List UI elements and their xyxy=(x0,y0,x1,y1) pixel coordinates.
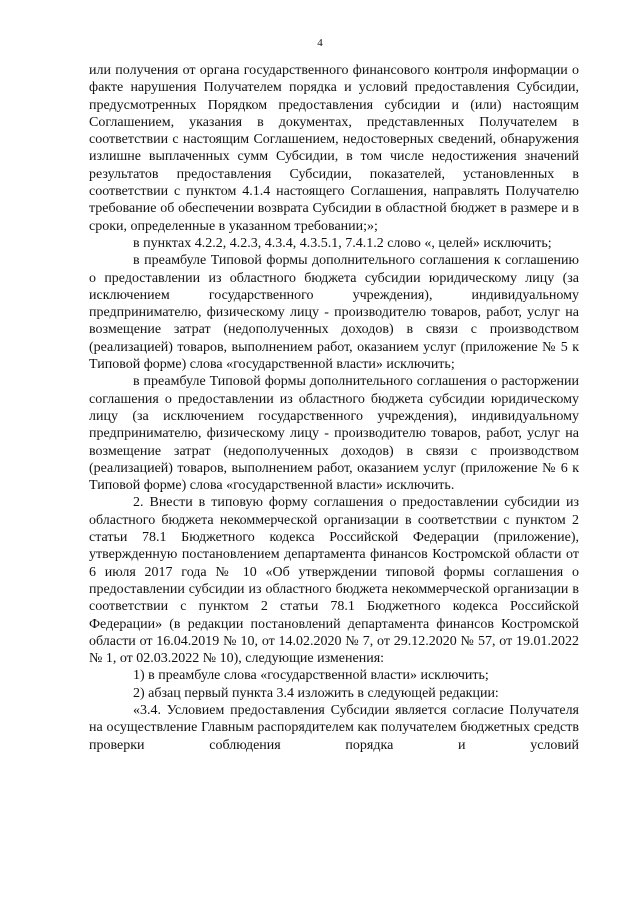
paragraph-preamble-annex-5: в преамбуле Типовой формы дополнительного соглашения к соглашению о предоставлении из областного бюджета субсидии юридическому лицу (за исключением государственного учреждения), индивидуальному предпринимателю, физическому лицу - производителю товаров, работ, услуг на возмещение затрат (недополученных доходов) в связи с производством (реализацией) товаров, выполнением работ, оказанием услуг (приложение № 5 к Типовой форме) слова «государственной власти» исключить; xyxy=(89,253,579,373)
page-number: 4 xyxy=(317,37,323,49)
paragraph-points-exclusion: в пунктах 4.2.2, 4.2.3, 4.3.4, 4.3.5.1, 7.4.1.2 слово «, целей» исключить; xyxy=(133,235,552,251)
paragraph-continuation: или получения от органа государственного финансового контроля информации о факте нарушения Получателем порядка и условий предоставления Субсидии, предусмотренных Порядком предоставления субсидии и (или) настоящим Соглашением, указания в документах, представленных Получателем в соответствии с настоящим Соглашением, недостоверных сведений, обнаружения излишне выплаченных сумм Субсидии, в том числе недостижения значений результатов предоставления Субсидии, показателей, установленных в соответствии с пунктом 4.1.4 настоящего Соглашения, направлять Получателю требование об обеспечении возврата Субсидии в областной бюджет в размере и в сроки, определенные в указанном требовании;»; xyxy=(89,63,579,234)
paragraph-item-2: 2. Внести в типовую форму соглашения о предоставлении субсидии из областного бюджета некоммерческой организации в соответствии с пунктом 2 статьи 78.1 Бюджетного кодекса Российской Федерации (приложение), утвержденную постановлением департамента финансов Костромской области от 6 июля 2017 года № 10 «Об утверждении типовой формы соглашения о предоставлении субсидии из областного бюджета некоммерческой организации в соответствии с пунктом 2 статьи 78.1 Бюджетного кодекса Российской Федерации» (в редакции постановлений департамента финансов Костромской области от 16.04.2019 № 10, от 14.02.2020 № 7, от 29.12.2020 № 57, от 19.01.2022 № 1, от 02.03.2022 № 10), следующие изменения: xyxy=(89,495,579,667)
paragraph-preamble-annex-6: в преамбуле Типовой формы дополнительного соглашения о расторжении соглашения о предоставлении из областного бюджета субсидии юридическому лицу (за исключением государственного учреждения), индивидуальному предпринимателю, физическому лицу - производителю товаров, работ, услуг на возмещение затрат (недополученных доходов) в связи с производством (реализацией) товаров, выполнением работ, оказанием услуг (приложение № 6 к Типовой форме) слова «государственной власти» исключить. xyxy=(89,374,579,494)
paragraph-subitem-1: 1) в преамбуле слова «государственной власти» исключить; xyxy=(133,668,489,684)
paragraph-clause-3-4: «3.4. Условием предоставления Субсидии является согласие Получателя на осуществление Главным распорядителем как получателем бюджетных средств проверки соблюдения порядка и условий xyxy=(89,702,579,753)
document-body xyxy=(89,62,579,754)
paragraph-subitem-2: 2) абзац первый пункта 3.4 изложить в следующей редакции: xyxy=(133,685,499,701)
